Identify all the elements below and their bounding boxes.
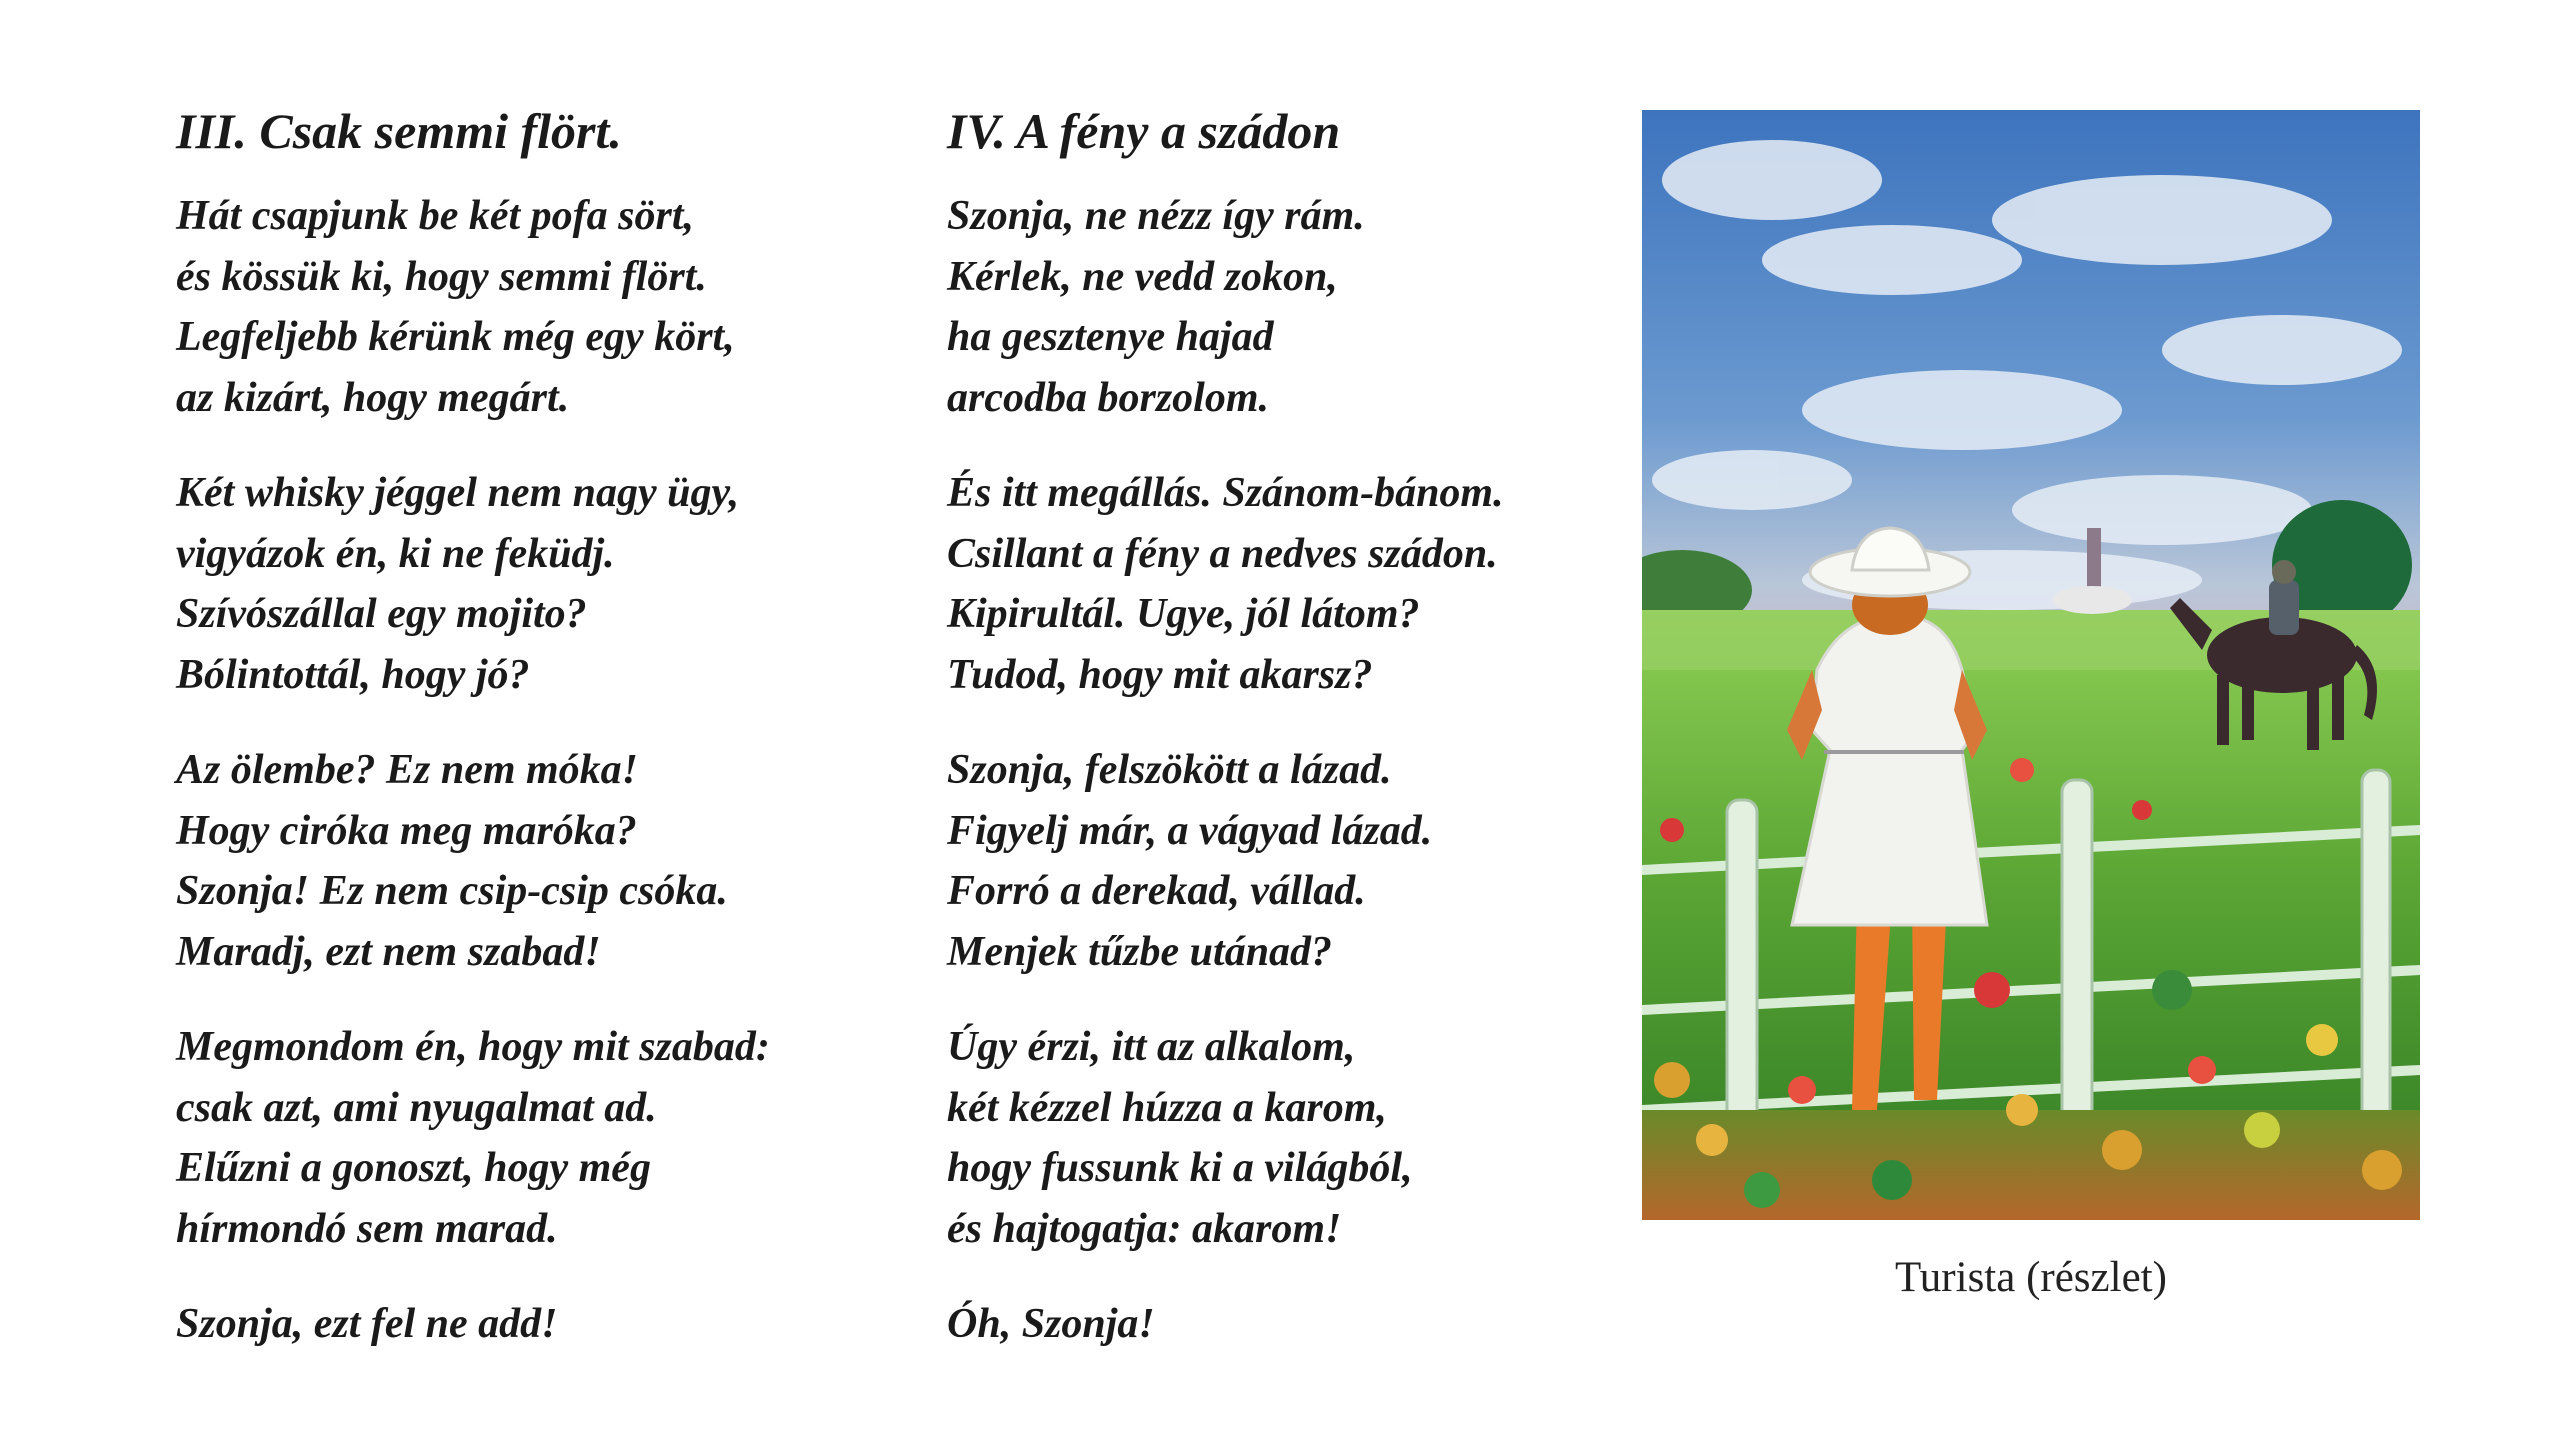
verse-line: Óh, Szonja! [947,1301,1155,1347]
verse-line: az kizárt, hogy megárt. [176,374,570,421]
verse-line: Menjek tűzbe utánad? [947,928,1333,975]
verse-line: Legfeljebb kérünk még egy kört, [176,314,735,360]
poem-title: III. Csak semmi flört. [176,103,622,159]
verse-line: Tudod, hogy mit akarsz? [947,651,1373,698]
verse-line: Az ölembe? Ez nem móka! [176,747,639,793]
stanza [947,1294,1627,1355]
verse-line: Szonja, ezt fel ne add! [176,1301,558,1347]
verse-line: Úgy érzi, itt az alkalom, [947,1024,1356,1070]
verse-line: vigyázok én, ki ne feküdj. [176,530,615,577]
stanza [947,1017,1627,1259]
verse-line: és hajtogatja: akarom! [947,1205,1342,1252]
poem-iv [947,100,1627,1390]
verse-line: arcodba borzolom. [947,374,1270,421]
verse-line: Hát csapjunk be két pofa sört, [176,193,695,239]
verse-line: Szonja! Ez nem csip-csip csóka. [176,868,728,914]
verse-line: Forró a derekad, vállad. [947,868,1366,914]
verse-line: Kipirultál. Ugye, jól látom? [947,591,1420,637]
verse-line: Figyelj már, a vágyad lázad. [947,807,1433,854]
verse-line: Csillant a fény a nedves szádon. [947,530,1498,577]
verse-line: Megmondom én, hogy mit szabad: [176,1024,770,1070]
stanza [176,186,876,428]
stanza [176,1017,876,1259]
stanza [947,463,1627,705]
poem-title: IV. A fény a szádon [947,103,1341,159]
verse-line: Szonja, felszökött a lázad. [947,747,1392,793]
stanza [176,1294,876,1355]
painting-image [1642,110,2420,1220]
verse-line: Szonja, ne nézz így rám. [947,193,1365,239]
stanza [947,740,1627,982]
verse-line: Hogy ciróka meg maróka? [176,807,637,854]
verse-line: és kössük ki, hogy semmi flört. [176,253,707,300]
verse-line: hírmondó sem marad. [176,1205,558,1252]
poem-iii [176,100,876,1390]
stanza [947,186,1627,428]
verse-line: Kérlek, ne vedd zokon, [947,253,1338,300]
verse-line: Elűzni a gonoszt, hogy még [176,1145,651,1191]
stanza [176,463,876,705]
verse-line: hogy fussunk ki a világból, [947,1145,1413,1191]
verse-line: És itt megállás. Szánom-bánom. [947,470,1504,516]
figure-caption: Turista (részlet) [1895,1254,2167,1301]
verse-line: két kézzel húzza a karom, [947,1084,1387,1131]
verse-line: ha gesztenye hajad [947,314,1274,360]
verse-line: Szívószállal egy mojito? [176,591,587,637]
verse-line: Két whisky jéggel nem nagy ügy, [176,470,740,516]
stanza [176,740,876,982]
verse-line: Maradj, ezt nem szabad! [176,928,601,975]
verse-line: Bólintottál, hogy jó? [176,651,530,698]
verse-line: csak azt, ami nyugalmat ad. [176,1084,657,1131]
